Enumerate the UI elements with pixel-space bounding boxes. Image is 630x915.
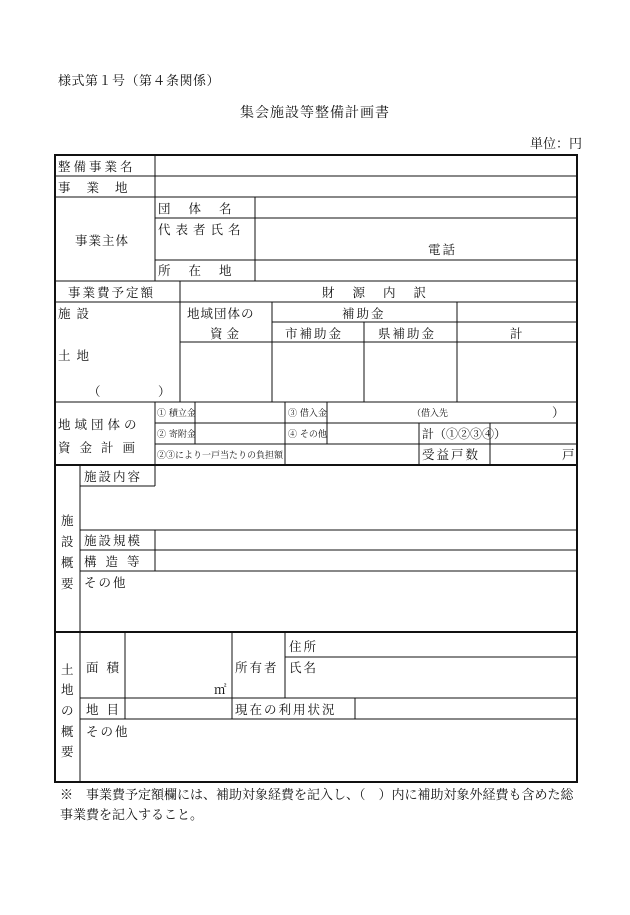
org-name-label: 団体名	[158, 201, 250, 216]
phone-label: 電話	[428, 242, 458, 257]
unit-label: 単位：円	[529, 137, 582, 152]
pref-subsidy-label: 県補助金	[378, 326, 437, 341]
address-label: 所在地	[158, 263, 250, 278]
project-name-label: 整備事業名	[58, 159, 136, 174]
land-overview-char-4: 概	[61, 724, 74, 739]
households-unit: 戸	[562, 447, 575, 462]
structure-label: 構造等	[84, 554, 149, 569]
land-other-label: その他	[86, 724, 130, 739]
area-label: 面積	[86, 660, 128, 675]
facility-other-label: その他	[84, 575, 128, 590]
land-overview-char-2: 地	[61, 682, 74, 697]
lender-close: ）	[552, 405, 565, 420]
local-funds-label-2: 資金	[210, 326, 244, 341]
paren-open: （	[88, 384, 101, 399]
total-label: 計	[510, 326, 523, 341]
local-funds-label: 地域団体の	[187, 306, 255, 321]
facility-overview-char-2: 設	[61, 534, 74, 549]
land-category-label: 地目	[86, 702, 128, 717]
current-use-label: 現在の利用状況	[235, 702, 337, 717]
reserve-label: ① 積立金	[157, 409, 196, 419]
area-unit: ㎡	[214, 682, 227, 697]
owner-label: 所有者	[235, 660, 279, 675]
facility-label: 施設	[58, 306, 96, 321]
lender-label: （借入先	[412, 409, 449, 419]
donation-label: ② 寄附金	[157, 430, 196, 440]
facility-content-label: 施設内容	[84, 469, 143, 484]
sum-label: 計（①②③④）	[422, 427, 507, 441]
owner-address-label: 住所	[289, 639, 319, 654]
funding-plan-label: 地域団体の	[58, 417, 141, 432]
funding-plan-label-2: 資金計画	[58, 440, 145, 455]
budget-label: 事業費予定額	[68, 285, 156, 300]
land-label: 土地	[58, 348, 96, 363]
operator-label: 事業主体	[75, 233, 130, 248]
facility-overview-char-4: 要	[61, 576, 74, 591]
owner-name-label: 氏名	[289, 660, 319, 675]
land-overview-char-3: の	[61, 703, 74, 718]
project-site-label: 事業地	[58, 180, 144, 195]
document-title: 集会施設等整備計画書	[240, 105, 390, 121]
city-subsidy-label: 市補助金	[285, 326, 344, 341]
facility-overview-char-1: 施	[61, 513, 74, 528]
form-number-label: 様式第１号（第４条関係）	[58, 74, 221, 89]
facility-overview-char-3: 概	[61, 555, 74, 570]
households-label: 受益戸数	[422, 447, 481, 462]
subsidy-label: 補助金	[342, 306, 386, 321]
rep-name-label: 代表者氏名	[158, 222, 246, 237]
other-funds-label: ④ その他	[288, 430, 327, 440]
facility-scale-label: 施設規模	[84, 533, 143, 548]
per-household-label: ②③により一戸当たりの負担額	[157, 451, 284, 461]
paren-close: ）	[158, 384, 171, 399]
footnote: ※ 事業費予定額欄には、補助対象経費を記入し、（ ）内に補助対象外経費も含めた総事業費を記入すること。	[60, 788, 574, 823]
funding-breakdown-label: 財源内訳	[322, 285, 445, 300]
land-overview-char-5: 要	[61, 744, 74, 759]
land-overview-char-1: 土	[61, 662, 74, 677]
borrow-label: ③ 借入金	[288, 409, 327, 419]
